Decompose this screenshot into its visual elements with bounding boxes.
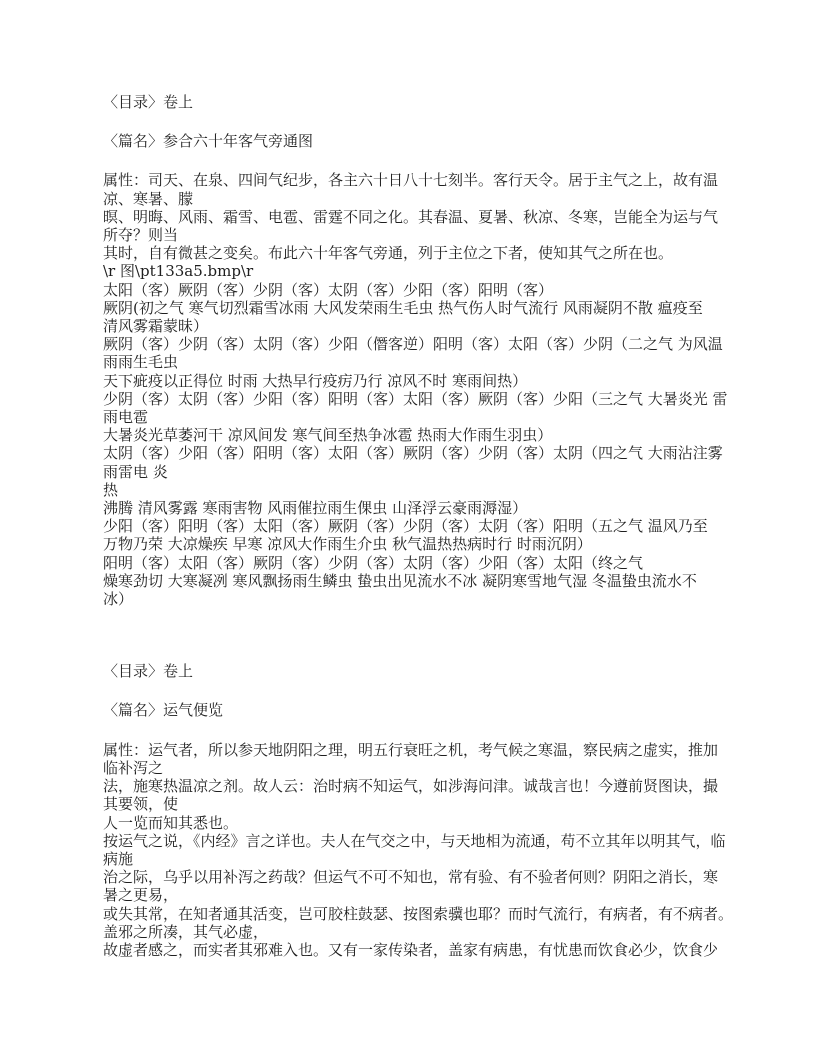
- text-line: 治之际，乌乎以用补泻之药哉？但运气不可不知也，常有验、有不验者何则？阴阳之消长，寒: [103, 868, 719, 887]
- text-line: 雨雨生毛虫: [103, 353, 179, 372]
- text-line: 临补泻之: [103, 758, 164, 777]
- text-line: 少阴（客）太阴（客）少阳（客）阳明（客）太阳（客）厥阴（客）少阳（三之气 大暑炎光 雷: [103, 389, 728, 408]
- text-line: 少阳（客）阳明（客）太阳（客）厥阴（客）少阴（客）太阴（客）阳明（五之气 温风乃至: [103, 517, 708, 536]
- text-line: 病施: [103, 849, 134, 868]
- blank-line: [103, 111, 718, 132]
- text-line: 沸腾 清风雾露 寒雨害物 风雨催拉雨生倮虫 山泽浮云豪雨溽湿）: [103, 499, 528, 518]
- text-line: 太阴（客）少阳（客）阳明（客）太阳（客）厥阴（客）少阴（客）太阴（四之气 大雨沾注雾: [103, 444, 723, 463]
- text-line: 雨雷电 炎: [103, 462, 168, 481]
- text-line: 厥阴（客）少阴（客）太阴（客）少阳（僭客逆）阳明（客）太阳（客）少阴（二之气 为风温: [103, 335, 723, 354]
- toc-line: 〈目录〉卷上: [103, 662, 194, 681]
- text-line: 太阳（客）厥阴（客）少阴（客）太阴（客）少阳（客）阳明（客）: [103, 280, 554, 299]
- text-line: 雨电雹: [103, 408, 149, 427]
- text-line: 暝、明晦、风雨、霜雪、电雹、雷霆不同之化。其春温、夏暑、秋凉、冬寒，岂能全为运与气: [103, 207, 719, 226]
- text-line: 暑之更易，: [103, 886, 179, 905]
- blank-line: [103, 680, 718, 701]
- section-body: [103, 740, 734, 959]
- section-yunqi-bianlan: [103, 662, 734, 959]
- toc-line: 〈目录〉卷上: [103, 93, 194, 111]
- section-body: [103, 171, 728, 609]
- text-line: 万物乃荣 大凉燥疾 早寒 凉风大作雨生介虫 秋气温热热病时行 时雨沉阴）: [103, 535, 592, 554]
- text-line: 热: [103, 480, 119, 499]
- text-line: \r 图\pt133a5.bmp\r: [103, 262, 254, 281]
- text-line: 法，施寒热温凉之剂。故人云：治时病不知运气，如涉海问津。诚哉言也！今遵前贤图诀，撮: [103, 777, 719, 796]
- section-title: 〈篇名〉运气便览: [103, 701, 224, 720]
- text-line: 属性：司天、在泉、四间气纪步，各主六十日八十七刻半。客行天令。居于主气之上，故有温: [103, 171, 719, 190]
- section-gap: [103, 608, 718, 662]
- text-line: 所夺？则当: [103, 226, 179, 245]
- text-line: 燥寒劲切 大寒凝冽 寒风飘扬雨生鳞虫 蛰虫出见流水不冰 凝阴寒雪地气湿 冬温蛰虫流水不: [103, 571, 697, 590]
- text-line: 盖邪之所凑，其气必虚，: [103, 922, 269, 941]
- text-line: 阳明（客）太阳（客）厥阴（客）少阴（客）太阴（客）少阳（客）太阳（终之气: [103, 553, 644, 572]
- section-keqi-pangtong-tu: [103, 93, 728, 609]
- text-line: 人一览而知其悉也。: [103, 813, 239, 832]
- section-title: 〈篇名〉参合六十年客气旁通图: [103, 132, 314, 151]
- text-line: 清风雾霜蒙昧）: [103, 317, 209, 336]
- text-line: 属性：运气者，所以参天地阴阳之理，明五行衰旺之机，考气候之寒温，察民病之虚实，推加: [103, 740, 719, 759]
- text-line: 或失其常，在知者通其活变，岂可胶柱鼓瑟、按图索骥也耶？而时气流行，有病者，有不病者。: [103, 904, 734, 923]
- text-line: 按运气之说，《内经》言之详也。夫人在气交之中，与天地相为流通，苟不立其年以明其气，临: [103, 831, 726, 850]
- text-line: 故虚者感之，而实者其邪难入也。又有一家传染者，盖家有病患，有忧患而饮食必少，饮食少: [103, 940, 719, 959]
- blank-line: [103, 150, 718, 171]
- text-line: 凉、寒暑、朦: [103, 189, 194, 208]
- text-line: 天下疵疫以正得位 时雨 大热早行疫疠乃行 凉风不时 寒雨间热）: [103, 371, 528, 390]
- text-line: 其要领，使: [103, 795, 179, 814]
- text-line: 其时，自有微甚之变矣。布此六十年客气旁通，列于主位之下者，使知其气之所在也。: [103, 244, 674, 263]
- text-line: 冰）: [103, 590, 134, 609]
- text-line: 厥阴(初之气 寒气切烈霜雪冰雨 大风发荣雨生毛虫 热气伤人时气流行 风雨凝阴不散 瘟疫至: [103, 298, 703, 317]
- text-line: 大暑炎光草萎河干 凉风间发 寒气间至热争冰雹 热雨大作雨生羽虫）: [103, 426, 553, 445]
- blank-line: [103, 720, 718, 741]
